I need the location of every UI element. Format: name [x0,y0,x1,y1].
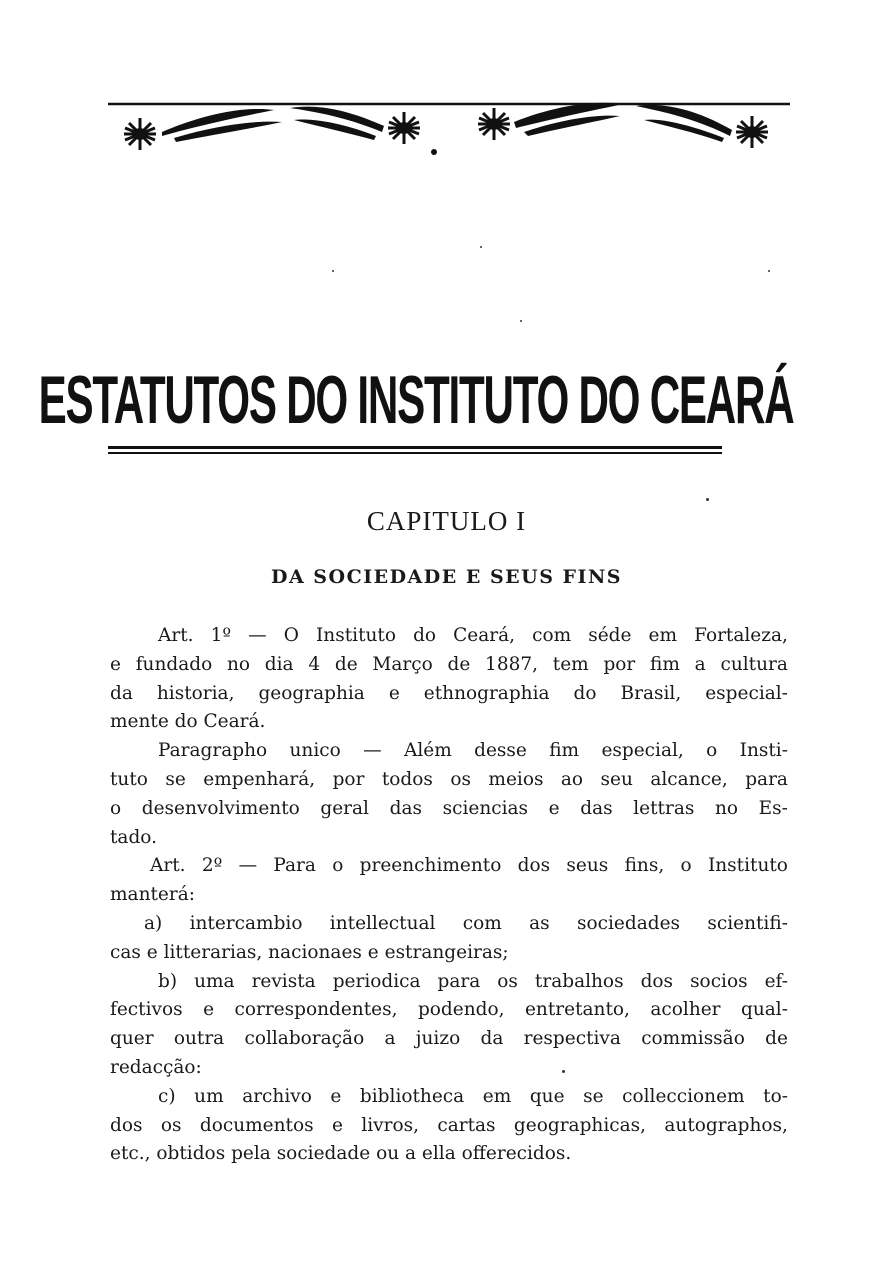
word: do [573,682,597,704]
word: os [497,970,518,992]
word: desse [474,740,527,762]
word: 1º [210,625,232,646]
word: correspondentes, [234,999,398,1021]
text-line [110,824,788,853]
text-line [110,996,788,1025]
word: empenhará, [203,768,316,790]
document-title: ESTATUTOS DO INSTITUTO DO CEARÁ [38,362,794,438]
word: dia [264,653,294,675]
word: de [765,1028,788,1050]
word: os [160,1114,182,1136]
word: Instituto [707,855,788,877]
chapter-heading: CAPITULO I [366,506,527,536]
word: trabalhos [534,970,624,992]
flower-icon [124,118,156,150]
word: qual- [741,999,788,1021]
word: meios [488,768,544,790]
word: dos [640,970,674,992]
word: cartas [437,1114,496,1136]
word: acolher [650,999,721,1021]
word: fectivos [110,999,183,1021]
text-line [110,795,788,824]
word: entretanto, [524,999,630,1021]
floral-ornament-header [104,92,792,160]
word: ef- [764,970,788,992]
word: uma [194,970,235,992]
word: o [332,855,344,877]
word: to- [763,1085,788,1107]
word: historia, [156,682,235,704]
word: intellectual [329,912,436,934]
word: o [680,855,692,877]
word: o [110,797,122,819]
word: das [580,797,613,819]
word: a [384,1028,396,1050]
word: e [330,1085,342,1107]
print-speck [768,270,770,272]
word: outra [173,1028,225,1050]
word: sciencias [442,797,529,819]
text-line [110,968,788,997]
word: de [447,653,471,675]
word: colleccionem [622,1085,745,1107]
word: 1887, [485,653,539,675]
word: no [226,653,251,675]
text-line [110,1083,788,1112]
word: cultura [720,653,788,675]
word: e [331,1114,343,1136]
word: Brasil, [620,682,682,704]
word: O [283,625,299,646]
word: mente do Ceará. [110,711,266,733]
word: socios [690,970,748,992]
word: o [706,740,718,762]
word: — [238,855,258,877]
word: por [603,653,636,675]
word: da [480,1028,504,1050]
word: Art. [150,855,186,877]
word: e [548,797,560,819]
word: Março [372,653,433,675]
word: geral [320,797,369,819]
word: Ceará, [453,625,516,646]
word: 2º [201,855,223,877]
print-speck [706,498,709,501]
word: se [165,768,186,790]
word: quer [110,1028,154,1050]
word: scientifi- [707,912,788,934]
word: — [363,740,382,762]
word: por [332,768,365,790]
text-line [110,680,788,709]
word: Art. [158,625,194,646]
word: etc., obtidos pela sociedade ou a ella offerecidos. [110,1143,572,1165]
word: da [110,682,133,704]
word: a [694,653,706,675]
word: manterá: [110,884,195,906]
word: especial, [601,740,684,762]
word: séde [588,625,632,646]
word: tuto [110,768,148,790]
word: fundado [135,653,213,675]
word: todos [381,768,433,790]
word: um [194,1085,224,1107]
word: podendo, [417,999,505,1021]
print-speck [562,1070,565,1073]
word: para [437,970,481,992]
word: especial- [705,682,788,704]
word: seus [566,855,609,877]
word: cas e litterarias, nacionaes e estrangeiras; [110,941,509,963]
text-line [110,651,788,680]
word: ao [560,768,584,790]
word: bibliotheca [359,1085,465,1107]
word: livros, [361,1114,419,1136]
word: alcance, [650,768,728,790]
flower-icon [736,116,768,148]
word: em [482,1085,512,1107]
word: collaboração [244,1028,365,1050]
word: archivo [242,1085,312,1107]
word: Instituto [316,625,396,646]
word: para [745,768,788,790]
word: — [248,625,267,646]
text-line [110,1025,788,1054]
word: Além [403,740,452,762]
word: dos [110,1114,143,1136]
leaf-spray-icon [162,103,732,142]
word: os [450,768,471,790]
word: e [203,999,215,1021]
word: das [389,797,422,819]
word: redacção: [110,1056,202,1078]
word: e [110,653,121,675]
word: documentos [199,1114,314,1136]
word: seu [600,768,633,790]
word: que [529,1085,565,1107]
text-line [110,910,788,939]
text-line [110,708,788,737]
text-line [110,852,788,881]
word: e [388,682,400,704]
text-line [110,881,788,910]
word: com [462,912,502,934]
text-line [110,622,788,651]
word: c) [158,1085,176,1107]
word: de [334,653,358,675]
word: do [413,625,437,646]
word: respectiva [523,1028,621,1050]
word: autographos, [664,1114,788,1136]
word: tado. [110,826,157,848]
word: lettras [633,797,695,819]
word: desenvolvimento [141,797,300,819]
word: Es- [758,797,788,819]
word: Para [273,855,316,877]
word: 4 [308,653,321,675]
section-heading: DA SOCIEDADE E SEUS FINS [270,566,623,588]
flower-icon [478,108,510,140]
statute-body [110,622,788,1169]
word: se [583,1085,604,1107]
word: com [532,625,572,646]
word: as [529,912,550,934]
word: dos [517,855,551,877]
word: b) [158,970,178,992]
print-speck [480,246,482,248]
text-line [110,766,788,795]
word: intercambio [189,912,303,934]
word: geographia [258,682,365,704]
word: Fortaleza, [694,625,788,646]
text-line [110,1054,788,1083]
word: a) [144,912,163,934]
text-line [110,1112,788,1141]
word: commissão [641,1028,745,1050]
text-line [110,737,788,766]
word: fim [549,740,580,762]
word: fim [650,653,680,675]
word: Paragrapho [158,740,268,762]
word: sociedades [577,912,681,934]
word: unico [289,740,341,762]
word: em [648,625,678,646]
word: geographicas, [513,1114,647,1136]
word: no [714,797,739,819]
word: Insti- [739,740,788,762]
text-line [110,1140,788,1169]
word: tem [552,653,589,675]
word: fins, [624,855,665,877]
word: revista [251,970,316,992]
title-underline-thin [108,452,722,454]
print-speck [520,320,522,322]
word: juizo [415,1028,461,1050]
print-speck [332,270,334,272]
title-underline [108,446,722,449]
flower-icon [388,112,420,144]
word: periodica [332,970,421,992]
text-line [110,939,788,968]
word: ethnographia [423,682,550,704]
word: preenchimento [359,855,502,877]
